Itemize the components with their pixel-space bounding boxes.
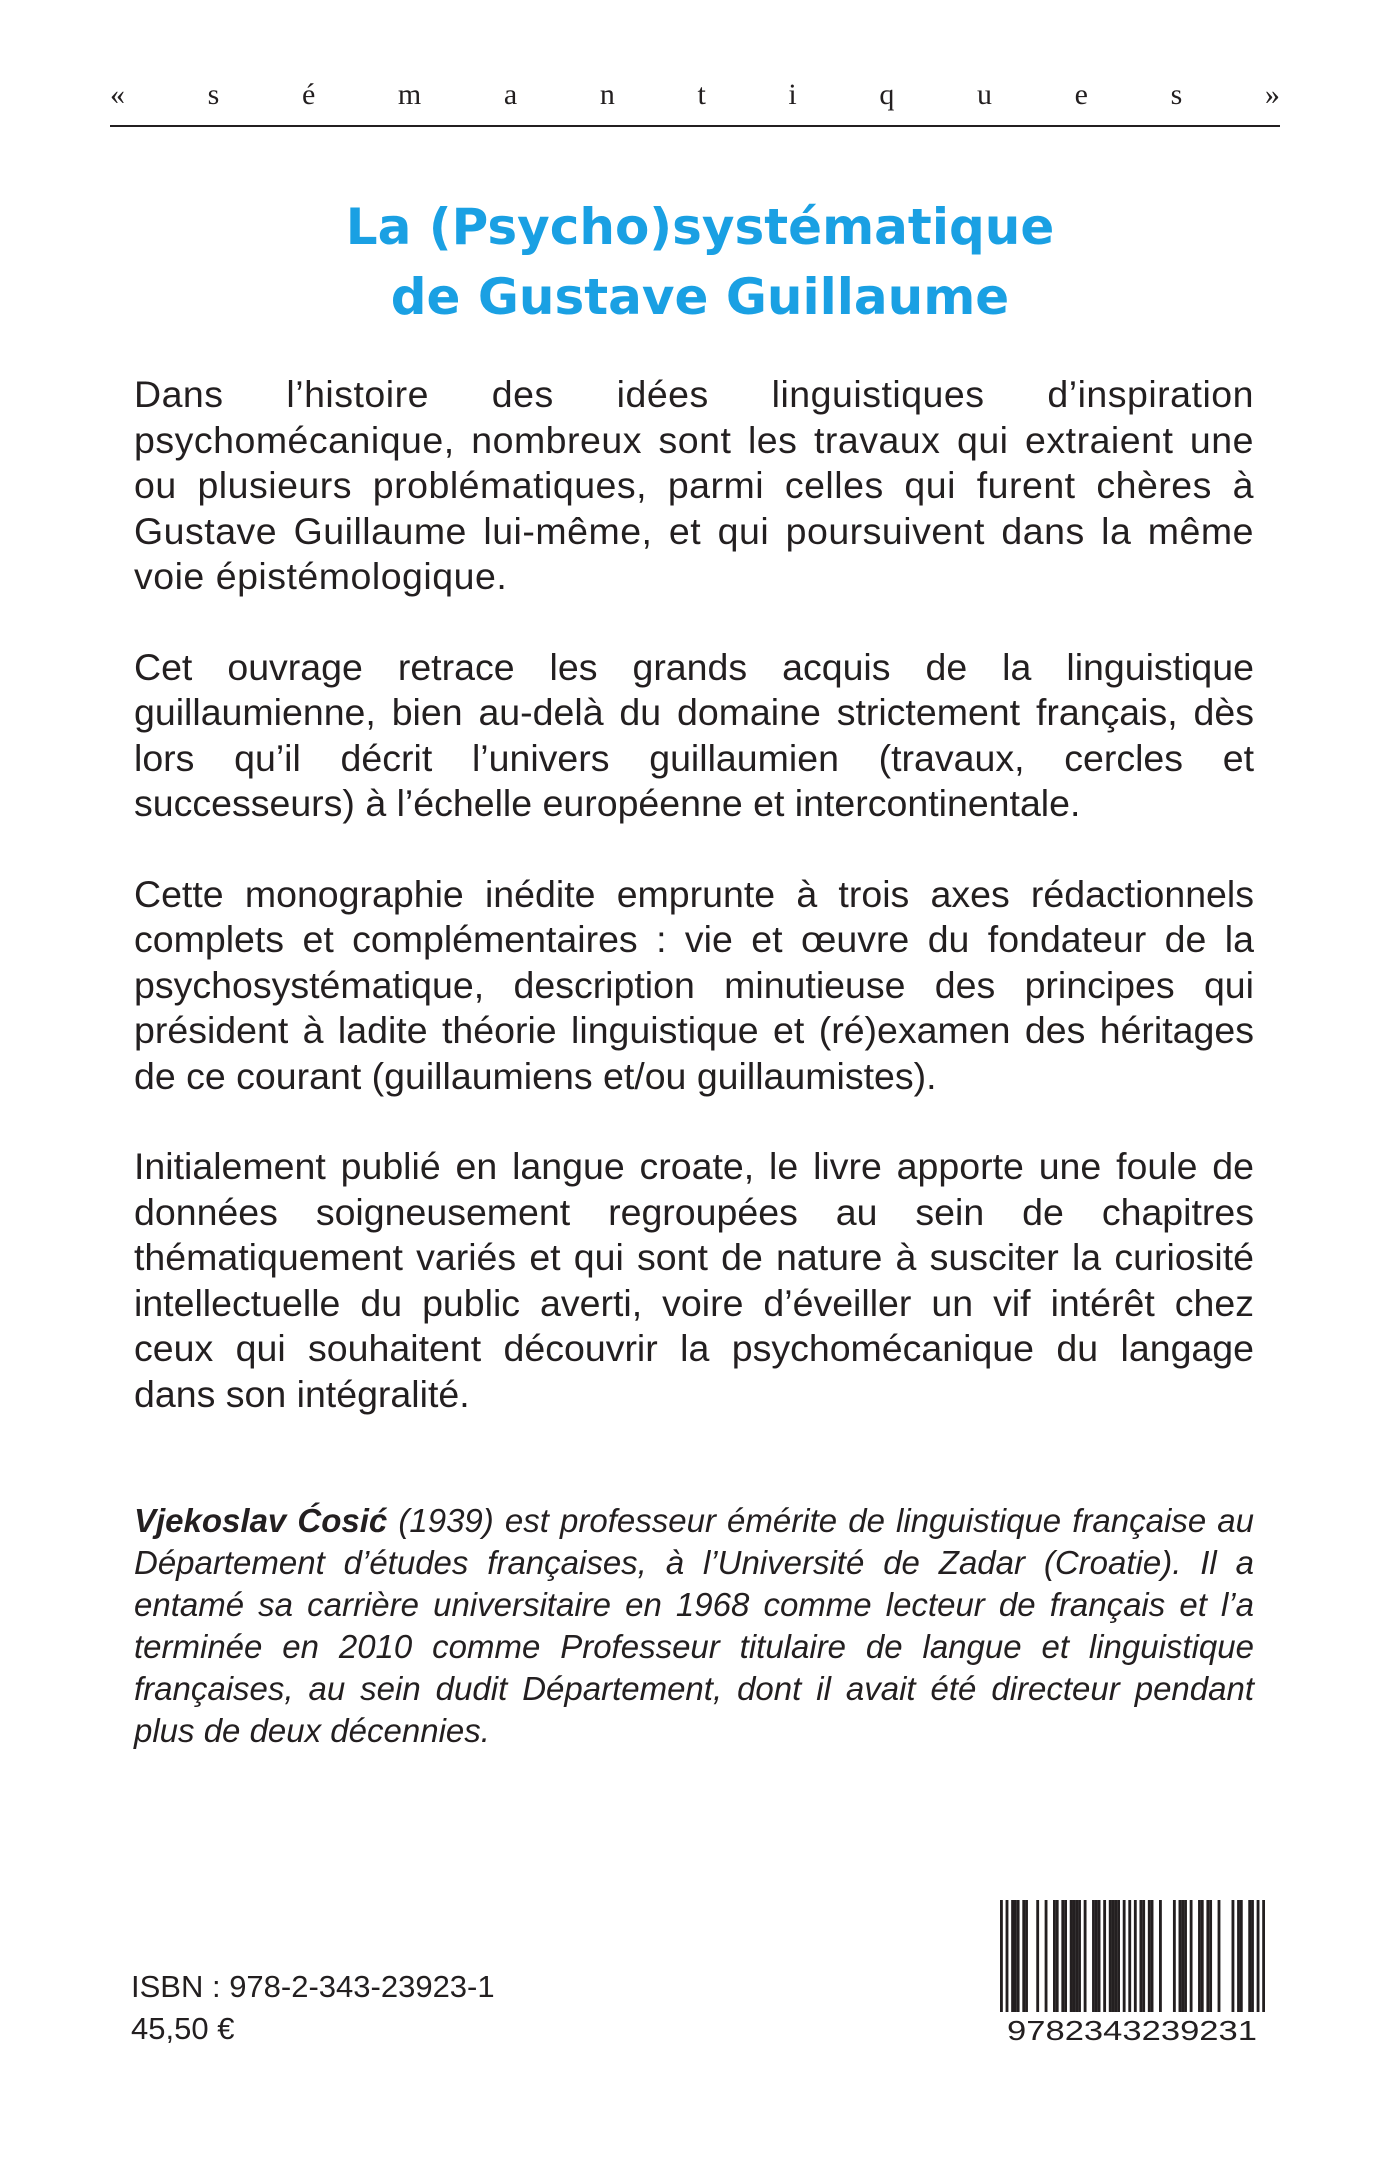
header-rule <box>110 125 1280 127</box>
author-bio-text: (1939) est professeur émérite de linguistique française au Département d’études françaises, à l’Université de Zadar (Croatie). Il a entamé sa carrière universitaire en 1968 comme lecteur de français et l’a terminée en 2010 comme Professeur titulaire de langue et linguistique françaises, au sein dudit Département, dont il avait été directeur pendant plus de deux décennies. <box>134 1502 1254 1749</box>
author-bio <box>134 1500 1254 1752</box>
series-letter: s <box>1170 78 1183 111</box>
book-title-line-1: La (Psycho)systématique <box>345 198 1055 256</box>
series-name <box>110 78 1280 112</box>
series-letter: i <box>788 78 797 111</box>
series-letter: é <box>301 78 316 111</box>
series-letter: m <box>397 78 422 111</box>
blurb-paragraph: Cet ouvrage retrace les grands acquis de la linguistique guillaumienne, bien au-delà du domaine strictement français, dès lors qu’il décrit l’univers guillaumien (travaux, cercles et successeurs) à l’échelle européenne et intercontinentale. <box>134 645 1254 824</box>
series-open-quote: « <box>110 78 125 111</box>
series-letter: t <box>697 78 706 111</box>
series-letter: s <box>207 78 220 111</box>
author-name: Vjekoslav Ćosić <box>134 1502 388 1539</box>
book-title-line-2: de Gustave Guillaume <box>390 268 1010 326</box>
series-letter: n <box>599 78 615 111</box>
blurb <box>134 372 1254 1462</box>
barcode <box>1000 1900 1265 2048</box>
series-letter: e <box>1074 78 1088 111</box>
isbn: ISBN : 978-2-343-23923-1 <box>131 1969 495 2004</box>
series-letter: a <box>503 78 518 111</box>
barcode-digits: 9782343239231 <box>1007 2015 1257 2046</box>
blurb-paragraph: Cette monographie inédite emprunte à trois axes rédactionnels complets et complémentaires : vie et œuvre du fondateur de la psychosystématique, description minutieuse des principes qui président à ladite théorie linguistique et (ré)examen des héritages de ce courant (guillaumiens et/ou guillaumistes). <box>134 872 1254 1097</box>
book-title <box>0 192 1400 332</box>
blurb-paragraph: Initialement publié en langue croate, le livre apporte une foule de données soigneusement regroupées au sein de chapitres thématiquement variés et qui sont de nature à susciter la curiosité intellectuelle du public averti, voire d’éveiller un vif intérêt chez ceux qui souhaitent découvrir la psychomécanique du langage dans son intégralité. <box>134 1145 1254 1415</box>
series-close-quote: » <box>1264 78 1280 111</box>
price: 45,50 € <box>131 2011 235 2046</box>
series-letter: u <box>977 78 992 111</box>
series-letter: q <box>879 78 895 111</box>
blurb-paragraph: Dans l’histoire des idées linguistiques d’inspiration psychomécanique, nombreux sont les travaux qui extraient une ou plusieurs problématiques, parmi celles qui furent chères à Gustave Guillaume lui-même, et qui poursuivent dans la même voie épistémologique. <box>134 373 1254 597</box>
